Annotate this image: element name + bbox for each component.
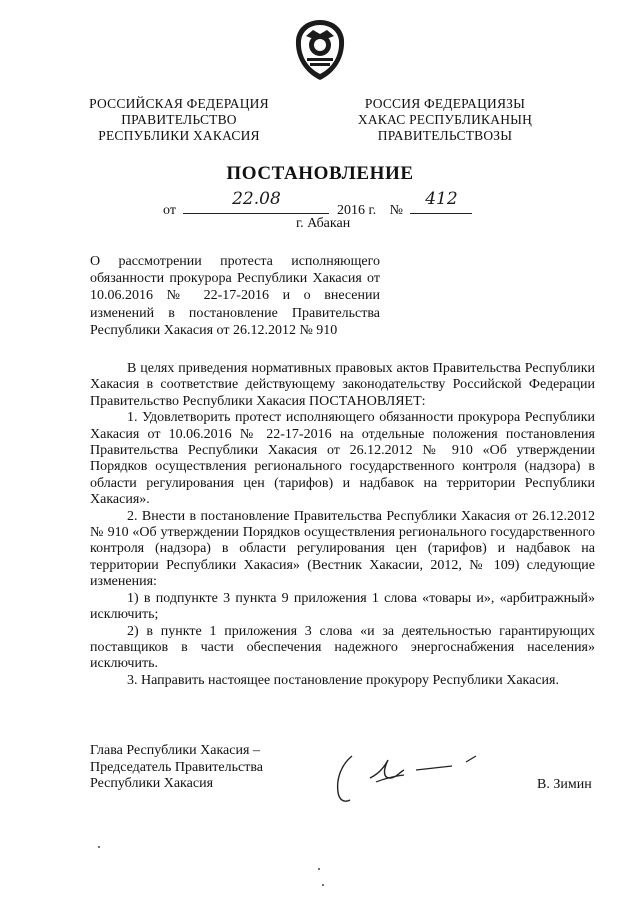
scan-speck	[318, 868, 320, 870]
body-paragraph: 3. Направить настоящее постановление прокурору Республики Хакасия.	[127, 672, 559, 688]
body-paragraph: 1. Удовлетворить протест исполняющего обязанности прокурора Республики Хакасия от 10.06.2016 № 22-17-2016 на отдельные положения постановления Правительства Республики Хакасия от 26.12.2012 № 910 «Об утверждении Порядков осуществления регионального государственного контроля (надзора) в области регулирования цен (тарифов) и надбавок на территории Республики Хакасия».	[90, 410, 595, 508]
signatory-position	[90, 743, 263, 793]
document-title: ПОСТАНОВЛЕНИЕ	[226, 163, 414, 184]
date-from-label: от	[163, 203, 176, 218]
handwritten-date: 22.08	[232, 189, 281, 209]
header-right	[330, 96, 560, 144]
body-paragraph: 2. Внести в постановление Правительства Республики Хакасия от 26.12.2012 № 910 «Об утверждении Порядков осуществления регионального государственного контроля (надзора) в области регулирования цен (тарифов) и надбавок на территории Республики Хакасия» (Вестник Хакасии, 2012, № 109) следующие изменения:	[90, 508, 595, 590]
signatory-position-line: Республики Хакасия	[90, 776, 214, 791]
signatory-position-line: Председатель Правительства	[90, 759, 263, 775]
body-paragraph: 1) в подпункте 3 пункта 9 приложения 1 слова «товары и», «арбитражный» исключить;	[90, 590, 595, 623]
date-year: 2016 г.	[336, 203, 377, 218]
city: г. Абакан	[296, 216, 351, 231]
handwritten-number: 412	[425, 189, 458, 209]
number-field	[410, 189, 472, 214]
header-left-line: ПРАВИТЕЛЬСТВО	[121, 112, 237, 127]
document-body	[90, 361, 595, 689]
scan-speck	[322, 884, 324, 886]
header-left	[60, 96, 298, 144]
coat-of-arms-seal-icon	[293, 18, 347, 82]
header-left-line: РОССИЙСКАЯ ФЕДЕРАЦИЯ	[89, 96, 269, 111]
body-paragraph: В целях приведения нормативных правовых актов Правительства Республики Хакасия в соответствие действующему законодательству Российской Федерации Правительство Республики Хакасия ПОСТАНОВЛЯЕТ:	[90, 361, 595, 409]
header-right-line: ХАКАС РЕСПУБЛИКАНЫҢ	[357, 112, 533, 127]
document-subject: О рассмотрении протеста исполняющего обязанности прокурора Республики Хакасия от 10.06.2016 № 22-17-2016 и о внесении изменений в постановление Правительства Республики Хакасия от 26.12.2012 № 910	[90, 254, 380, 338]
scan-speck	[98, 846, 100, 848]
signatory-position-line: Глава Республики Хакасия –	[90, 743, 260, 758]
number-label: №	[389, 203, 403, 218]
signatory-name: В. Зимин	[537, 777, 592, 792]
body-paragraph: 2) в пункте 1 приложения 3 слова «и за деятельностью гарантирующих поставщиков в части обеспечения надежного энергоснабжения населения» исключить.	[90, 623, 595, 672]
header-right-line: ПРАВИТЕЛЬСТВОЗЫ	[377, 128, 513, 143]
header-right-line: РОССИЯ ФЕДЕРАЦИЯЗЫ	[364, 96, 526, 111]
header-left-line: РЕСПУБЛИКИ ХАКАСИЯ	[98, 128, 260, 143]
date-field	[183, 189, 329, 214]
handwritten-signature-icon	[330, 748, 490, 808]
